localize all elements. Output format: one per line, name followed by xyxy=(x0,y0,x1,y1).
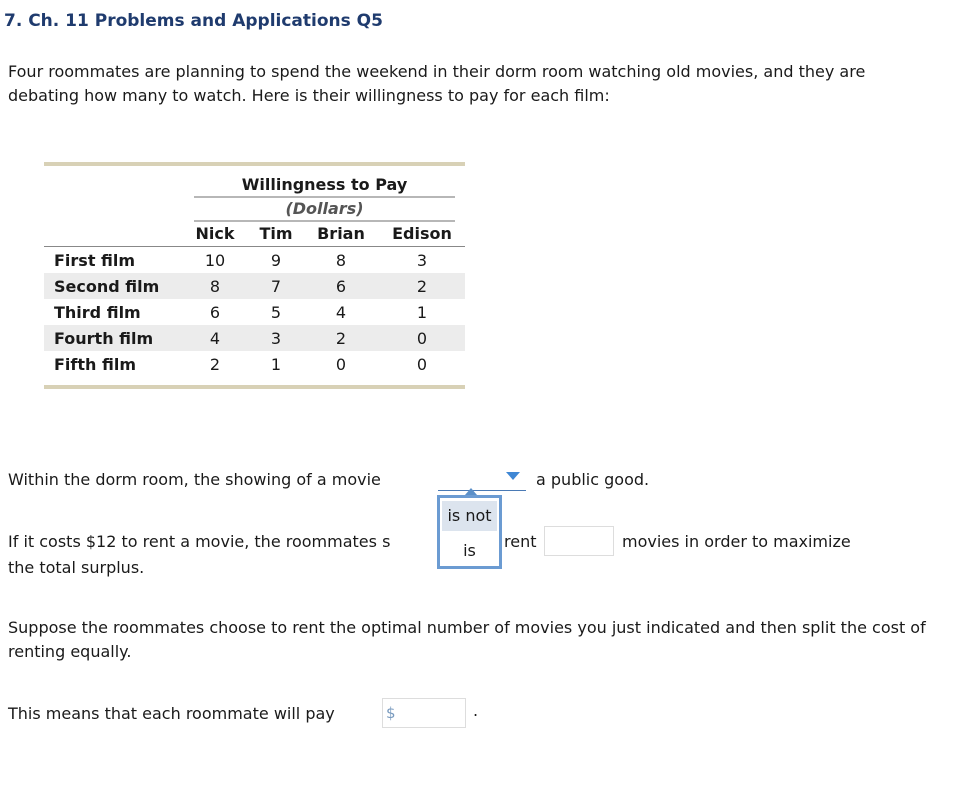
table-cell: 2 xyxy=(416,277,428,296)
dropdown-option-is[interactable]: is xyxy=(463,541,476,560)
row-label: Second film xyxy=(54,277,160,296)
table-cell: 4 xyxy=(335,303,347,322)
table-cell: 6 xyxy=(209,303,221,322)
q1-text-after: a public good. xyxy=(536,470,650,489)
table-cell: 0 xyxy=(335,355,347,374)
chevron-down-icon xyxy=(506,472,520,480)
column-header-nick: Nick xyxy=(195,224,235,243)
table-cell: 8 xyxy=(209,277,221,296)
table-cell: 8 xyxy=(335,251,347,270)
table-cell: 3 xyxy=(270,329,282,348)
column-header-edison: Edison xyxy=(392,224,452,243)
q1-text-before: Within the dorm room, the showing of a movie xyxy=(8,470,381,489)
public-good-dropdown[interactable] xyxy=(438,466,526,491)
column-header-tim: Tim xyxy=(259,224,293,243)
table-divider xyxy=(194,220,455,222)
row-label: Fourth film xyxy=(54,329,154,348)
table-cell: 4 xyxy=(209,329,221,348)
q4-text-after: . xyxy=(473,701,479,720)
q3-text: Suppose the roommates choose to rent the optimal number of movies you just indicated and then split the cost of renting equally. xyxy=(8,618,926,661)
table-cell: 2 xyxy=(209,355,221,374)
dropdown-menu xyxy=(437,495,502,569)
table-cell: 9 xyxy=(270,251,282,270)
table-cell: 2 xyxy=(335,329,347,348)
table-cell: 10 xyxy=(204,251,226,270)
table-bottom-rule xyxy=(44,385,465,389)
row-label: Fifth film xyxy=(54,355,136,374)
table-cell: 5 xyxy=(270,303,282,322)
column-header-brian: Brian xyxy=(317,224,365,243)
table-cell: 6 xyxy=(335,277,347,296)
table-cell: 1 xyxy=(416,303,428,322)
q4-text-before: This means that each roommate will pay xyxy=(8,704,335,723)
q2-text-line2: the total surplus. xyxy=(8,558,145,577)
intro-text: Four roommates are planning to spend the weekend in their dorm room watching old movies, and they are debating how many to watch. Here is their willingness to pay for each film: xyxy=(8,62,866,105)
table-subtitle: (Dollars) xyxy=(285,199,364,218)
dropdown-pointer xyxy=(465,488,477,495)
table-cell: 3 xyxy=(416,251,428,270)
row-label: First film xyxy=(54,251,136,270)
table-title: Willingness to Pay xyxy=(241,175,408,194)
question-heading: 7. Ch. 11 Problems and Applications Q5 xyxy=(4,11,383,31)
table-cell: 7 xyxy=(270,277,282,296)
table-divider xyxy=(194,196,455,198)
cost-per-roommate-input[interactable] xyxy=(382,698,466,728)
table-cell: 1 xyxy=(270,355,282,374)
q2-text-mid: rent xyxy=(504,532,537,551)
table-top-rule xyxy=(44,162,465,166)
dollar-sign: $ xyxy=(386,704,396,722)
row-label: Third film xyxy=(54,303,141,322)
dropdown-option-is-not[interactable]: is not xyxy=(442,501,497,531)
table-cell: 0 xyxy=(416,355,428,374)
table-row xyxy=(44,325,465,351)
table-row xyxy=(44,299,465,325)
q2-text-before: If it costs $12 to rent a movie, the roommates s xyxy=(8,532,391,551)
table-row xyxy=(44,247,465,273)
table-row xyxy=(44,351,465,377)
table-cell: 0 xyxy=(416,329,428,348)
table-row xyxy=(44,273,465,299)
q2-text-after: movies in order to maximize xyxy=(622,532,851,551)
movies-count-input[interactable] xyxy=(544,526,614,556)
